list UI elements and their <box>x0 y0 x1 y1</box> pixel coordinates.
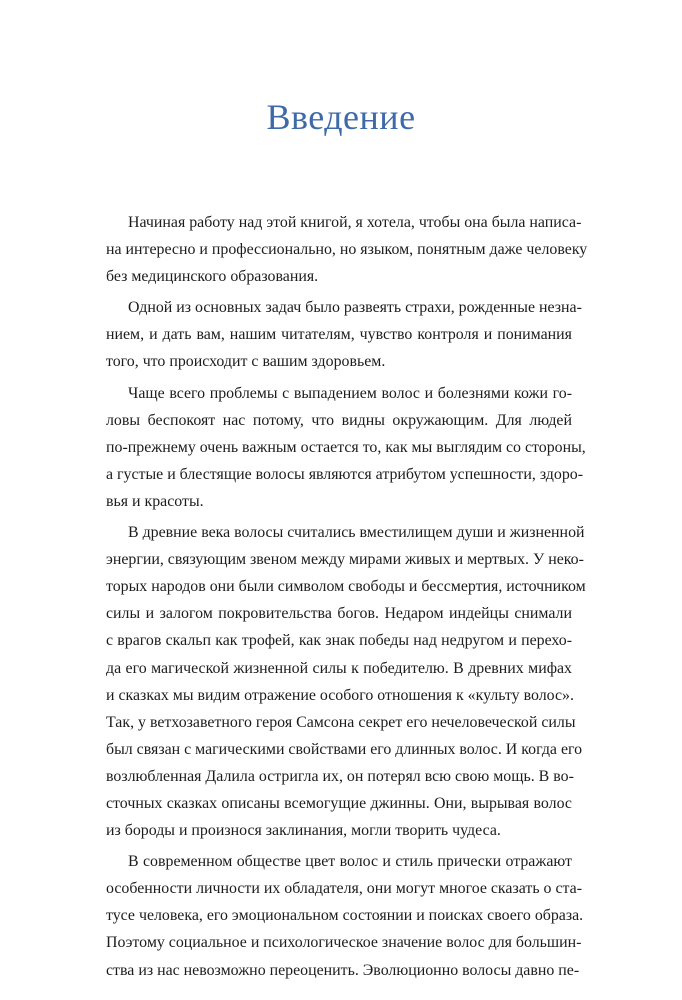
paragraph <box>106 848 584 983</box>
paragraph <box>106 294 582 375</box>
body-text <box>106 209 588 988</box>
text-line: особенности личности их обладателя, они могут многое сказать о ста- <box>106 880 583 898</box>
text-line: без медицинского образования. <box>106 268 319 286</box>
text-line: ловы беспокоят нас потому, что видны окружающим. Для людей <box>106 411 572 429</box>
text-line: Чаще всего проблемы с выпадением волос и болезнями кожи го- <box>128 384 572 402</box>
text-line: был связан с магическими свойствами его длинных волос. И когда его <box>106 740 583 758</box>
text-line: Одной из основных задач было развеять страхи, рожденные незна- <box>128 299 582 317</box>
text-line: на интересно и профессионально, но языком, понятным даже человеку <box>106 241 588 259</box>
text-line: да его магической жизненной силы к победителю. В древних мифах <box>106 659 572 677</box>
text-line: с врагов скальп как трофей, как знак победы над недругом и перехо- <box>106 632 572 650</box>
text-line: вья и красоты. <box>106 492 204 510</box>
paragraph <box>106 380 586 515</box>
text-line: В современном обществе цвет волос и стиль прически отражают <box>128 853 572 871</box>
paragraph <box>106 209 588 290</box>
text-line: и сказках мы видим отражение особого отношения к «культу волос». <box>106 686 574 704</box>
paragraph <box>106 519 586 844</box>
chapter-title: Введение <box>266 97 416 137</box>
text-line: а густые и блестящие волосы являются атрибутом успешности, здоро- <box>106 465 584 483</box>
text-line: Начиная работу над этой книгой, я хотела, чтобы она была написа- <box>128 214 582 231</box>
text-line: энергии, связующим звеном между мирами живых и мертвых. У неко- <box>106 551 584 569</box>
text-line: ства из нас невозможно переоценить. Эволюционно волосы давно пе- <box>106 961 580 979</box>
text-line: Так, у ветхозаветного героя Самсона секрет его нечеловеческой силы <box>106 713 576 731</box>
text-line: торых народов они были символом свободы и бессмертия, источником <box>106 578 586 596</box>
text-line: нием, и дать вам, нашим читателям, чувство контроля и понимания <box>106 326 572 344</box>
text-line: по-прежнему очень важным остается то, как мы выглядим со стороны, <box>106 438 586 456</box>
text-line: из бороды и произнося заклинания, могли творить чудеса. <box>106 822 501 840</box>
text-line: Поэтому социальное и психологическое значение волос для большин- <box>106 934 582 952</box>
text-line: силы и залогом покровительства богов. Недаром индейцы снимали <box>106 605 572 623</box>
text-line: возлюбленная Далила остригла их, он потерял всю свою мощь. В во- <box>106 767 574 785</box>
text-line: тусе человека, его эмоциональном состоянии и поисках своего образа. <box>106 907 584 925</box>
text-line: В древние века волосы считались вместилищем души и жизненной <box>128 524 585 542</box>
text-line: того, что происходит с вашим здоровьем. <box>106 353 386 371</box>
text-line: сточных сказках описаны всемогущие джинны. Они, вырывая волос <box>106 794 572 812</box>
